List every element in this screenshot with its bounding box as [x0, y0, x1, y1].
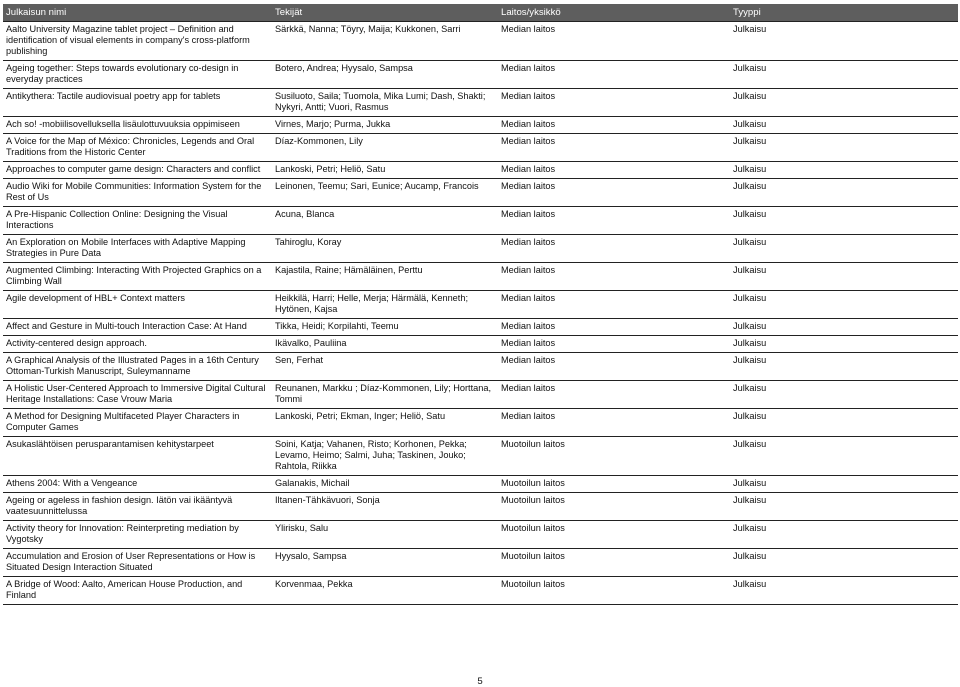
table-cell-authors: Sen, Ferhat: [272, 353, 498, 381]
table-cell-authors: Korvenmaa, Pekka: [272, 577, 498, 605]
table-cell-title: A Bridge of Wood: Aalto, American House Production, and Finland: [3, 577, 272, 605]
table-cell-type: Julkaisu: [730, 207, 958, 235]
table-cell-authors: Tikka, Heidi; Korpilahti, Teemu: [272, 319, 498, 336]
table-cell-type: Julkaisu: [730, 521, 958, 549]
table-cell-department: Muotoilun laitos: [498, 549, 730, 577]
table-cell-authors: Botero, Andrea; Hyysalo, Sampsa: [272, 61, 498, 89]
table-cell-type: Julkaisu: [730, 549, 958, 577]
table-cell-title: Activity-centered design approach.: [3, 336, 272, 353]
table-cell-department: Muotoilun laitos: [498, 437, 730, 476]
table-cell-department: Median laitos: [498, 179, 730, 207]
table-cell-authors: Lankoski, Petri; Ekman, Inger; Heliö, Satu: [272, 409, 498, 437]
table-cell-type: Julkaisu: [730, 437, 958, 476]
table-cell-title: Augmented Climbing: Interacting With Projected Graphics on a Climbing Wall: [3, 263, 272, 291]
table-cell-authors: Kajastila, Raine; Hämäläinen, Perttu: [272, 263, 498, 291]
column-header-authors: Tekijät: [272, 4, 498, 22]
table-cell-authors: Ylirisku, Salu: [272, 521, 498, 549]
table-cell-title: A Voice for the Map of México: Chronicles, Legends and Oral Traditions from the Historic Center: [3, 134, 272, 162]
table-cell-authors: Galanakis, Michail: [272, 476, 498, 493]
table-cell-authors: Lankoski, Petri; Heliö, Satu: [272, 162, 498, 179]
table-cell-department: Median laitos: [498, 61, 730, 89]
table-cell-type: Julkaisu: [730, 22, 958, 61]
table-cell-authors: Acuna, Blanca: [272, 207, 498, 235]
table-cell-type: Julkaisu: [730, 179, 958, 207]
table-cell-type: Julkaisu: [730, 162, 958, 179]
table-cell-type: Julkaisu: [730, 134, 958, 162]
table-cell-authors: Ikävalko, Pauliina: [272, 336, 498, 353]
table-cell-authors: Reunanen, Markku ; Díaz-Kommonen, Lily; Horttana, Tommi: [272, 381, 498, 409]
table-cell-type: Julkaisu: [730, 117, 958, 134]
table-cell-type: Julkaisu: [730, 381, 958, 409]
table-cell-authors: Särkkä, Nanna; Töyry, Maija; Kukkonen, Sarri: [272, 22, 498, 61]
table-cell-title: A Pre-Hispanic Collection Online: Designing the Visual Interactions: [3, 207, 272, 235]
column-header-type: Tyyppi: [730, 4, 958, 22]
table-cell-title: A Graphical Analysis of the Illustrated Pages in a 16th Century Ottoman-Turkish Manuscript, Suleymanname: [3, 353, 272, 381]
table-cell-department: Muotoilun laitos: [498, 521, 730, 549]
table-cell-title: A Method for Designing Multifaceted Player Characters in Computer Games: [3, 409, 272, 437]
table-cell-title: Activity theory for Innovation: Reinterpreting mediation by Vygotsky: [3, 521, 272, 549]
table-cell-type: Julkaisu: [730, 476, 958, 493]
table-cell-type: Julkaisu: [730, 577, 958, 605]
table-cell-title: Asukaslähtöisen perusparantamisen kehitystarpeet: [3, 437, 272, 476]
table-cell-authors: Hyysalo, Sampsa: [272, 549, 498, 577]
table-cell-title: An Exploration on Mobile Interfaces with Adaptive Mapping Strategies in Pure Data: [3, 235, 272, 263]
table-cell-authors: Tahiroglu, Koray: [272, 235, 498, 263]
table-cell-title: Aalto University Magazine tablet project – Definition and identification of visual elements in company's cross-platform publishing: [3, 22, 272, 61]
table-cell-title: Accumulation and Erosion of User Representations or How is Situated Design Interaction Situated: [3, 549, 272, 577]
table-cell-type: Julkaisu: [730, 291, 958, 319]
table-cell-authors: Heikkilä, Harri; Helle, Merja; Härmälä, Kenneth; Hytönen, Kajsa: [272, 291, 498, 319]
table-cell-department: Median laitos: [498, 291, 730, 319]
table-cell-title: Audio Wiki for Mobile Communities: Information System for the Rest of Us: [3, 179, 272, 207]
table-cell-title: A Holistic User-Centered Approach to Immersive Digital Cultural Heritage Installations: Case Vrouw Maria: [3, 381, 272, 409]
table-cell-authors: Díaz-Kommonen, Lily: [272, 134, 498, 162]
table-cell-title: Affect and Gesture in Multi-touch Interaction Case: At Hand: [3, 319, 272, 336]
table-cell-department: Median laitos: [498, 235, 730, 263]
table-cell-department: Muotoilun laitos: [498, 476, 730, 493]
table-cell-title: Approaches to computer game design: Characters and conflict: [3, 162, 272, 179]
table-cell-type: Julkaisu: [730, 353, 958, 381]
table-cell-authors: Virnes, Marjo; Purma, Jukka: [272, 117, 498, 134]
publications-table: [3, 4, 958, 605]
table-cell-type: Julkaisu: [730, 61, 958, 89]
table-cell-department: Median laitos: [498, 353, 730, 381]
column-header-title: Julkaisun nimi: [3, 4, 272, 22]
table-cell-department: Median laitos: [498, 263, 730, 291]
table-cell-department: Median laitos: [498, 381, 730, 409]
table-cell-department: Median laitos: [498, 162, 730, 179]
table-cell-department: Median laitos: [498, 207, 730, 235]
column-header-department: Laitos/yksikkö: [498, 4, 730, 22]
table-cell-type: Julkaisu: [730, 235, 958, 263]
table-cell-department: Median laitos: [498, 134, 730, 162]
table-cell-authors: Susiluoto, Saila; Tuomola, Mika Lumi; Dash, Shakti; Nykyri, Antti; Vuori, Rasmus: [272, 89, 498, 117]
table-cell-type: Julkaisu: [730, 89, 958, 117]
table-cell-authors: Iltanen-Tähkävuori, Sonja: [272, 493, 498, 521]
table-cell-type: Julkaisu: [730, 319, 958, 336]
table-cell-type: Julkaisu: [730, 409, 958, 437]
page-number: 5: [477, 676, 483, 687]
table-cell-title: Athens 2004: With a Vengeance: [3, 476, 272, 493]
table-cell-title: Agile development of HBL+ Context matters: [3, 291, 272, 319]
table-cell-department: Median laitos: [498, 117, 730, 134]
table-cell-department: Median laitos: [498, 409, 730, 437]
table-cell-title: Ageing together: Steps towards evolutionary co-design in everyday practices: [3, 61, 272, 89]
table-cell-type: Julkaisu: [730, 263, 958, 291]
table-cell-title: Antikythera: Tactile audiovisual poetry app for tablets: [3, 89, 272, 117]
table-cell-department: Muotoilun laitos: [498, 493, 730, 521]
table-cell-department: Median laitos: [498, 22, 730, 61]
table-cell-department: Median laitos: [498, 89, 730, 117]
table-cell-authors: Soini, Katja; Vahanen, Risto; Korhonen, Pekka; Levamo, Heimo; Salmi, Juha; Taskinen, Jouko; Rahtola, Riikka: [272, 437, 498, 476]
table-cell-department: Median laitos: [498, 336, 730, 353]
table-cell-type: Julkaisu: [730, 336, 958, 353]
table-cell-department: Median laitos: [498, 319, 730, 336]
table-cell-title: Ageing or ageless in fashion design. Iätön vai ikääntyvä vaatesuunnittelussa: [3, 493, 272, 521]
table-cell-type: Julkaisu: [730, 493, 958, 521]
table-cell-department: Muotoilun laitos: [498, 577, 730, 605]
table-cell-authors: Leinonen, Teemu; Sari, Eunice; Aucamp, Francois: [272, 179, 498, 207]
table-cell-title: Ach so! -mobiilisovelluksella lisäulottuvuuksia oppimiseen: [3, 117, 272, 134]
